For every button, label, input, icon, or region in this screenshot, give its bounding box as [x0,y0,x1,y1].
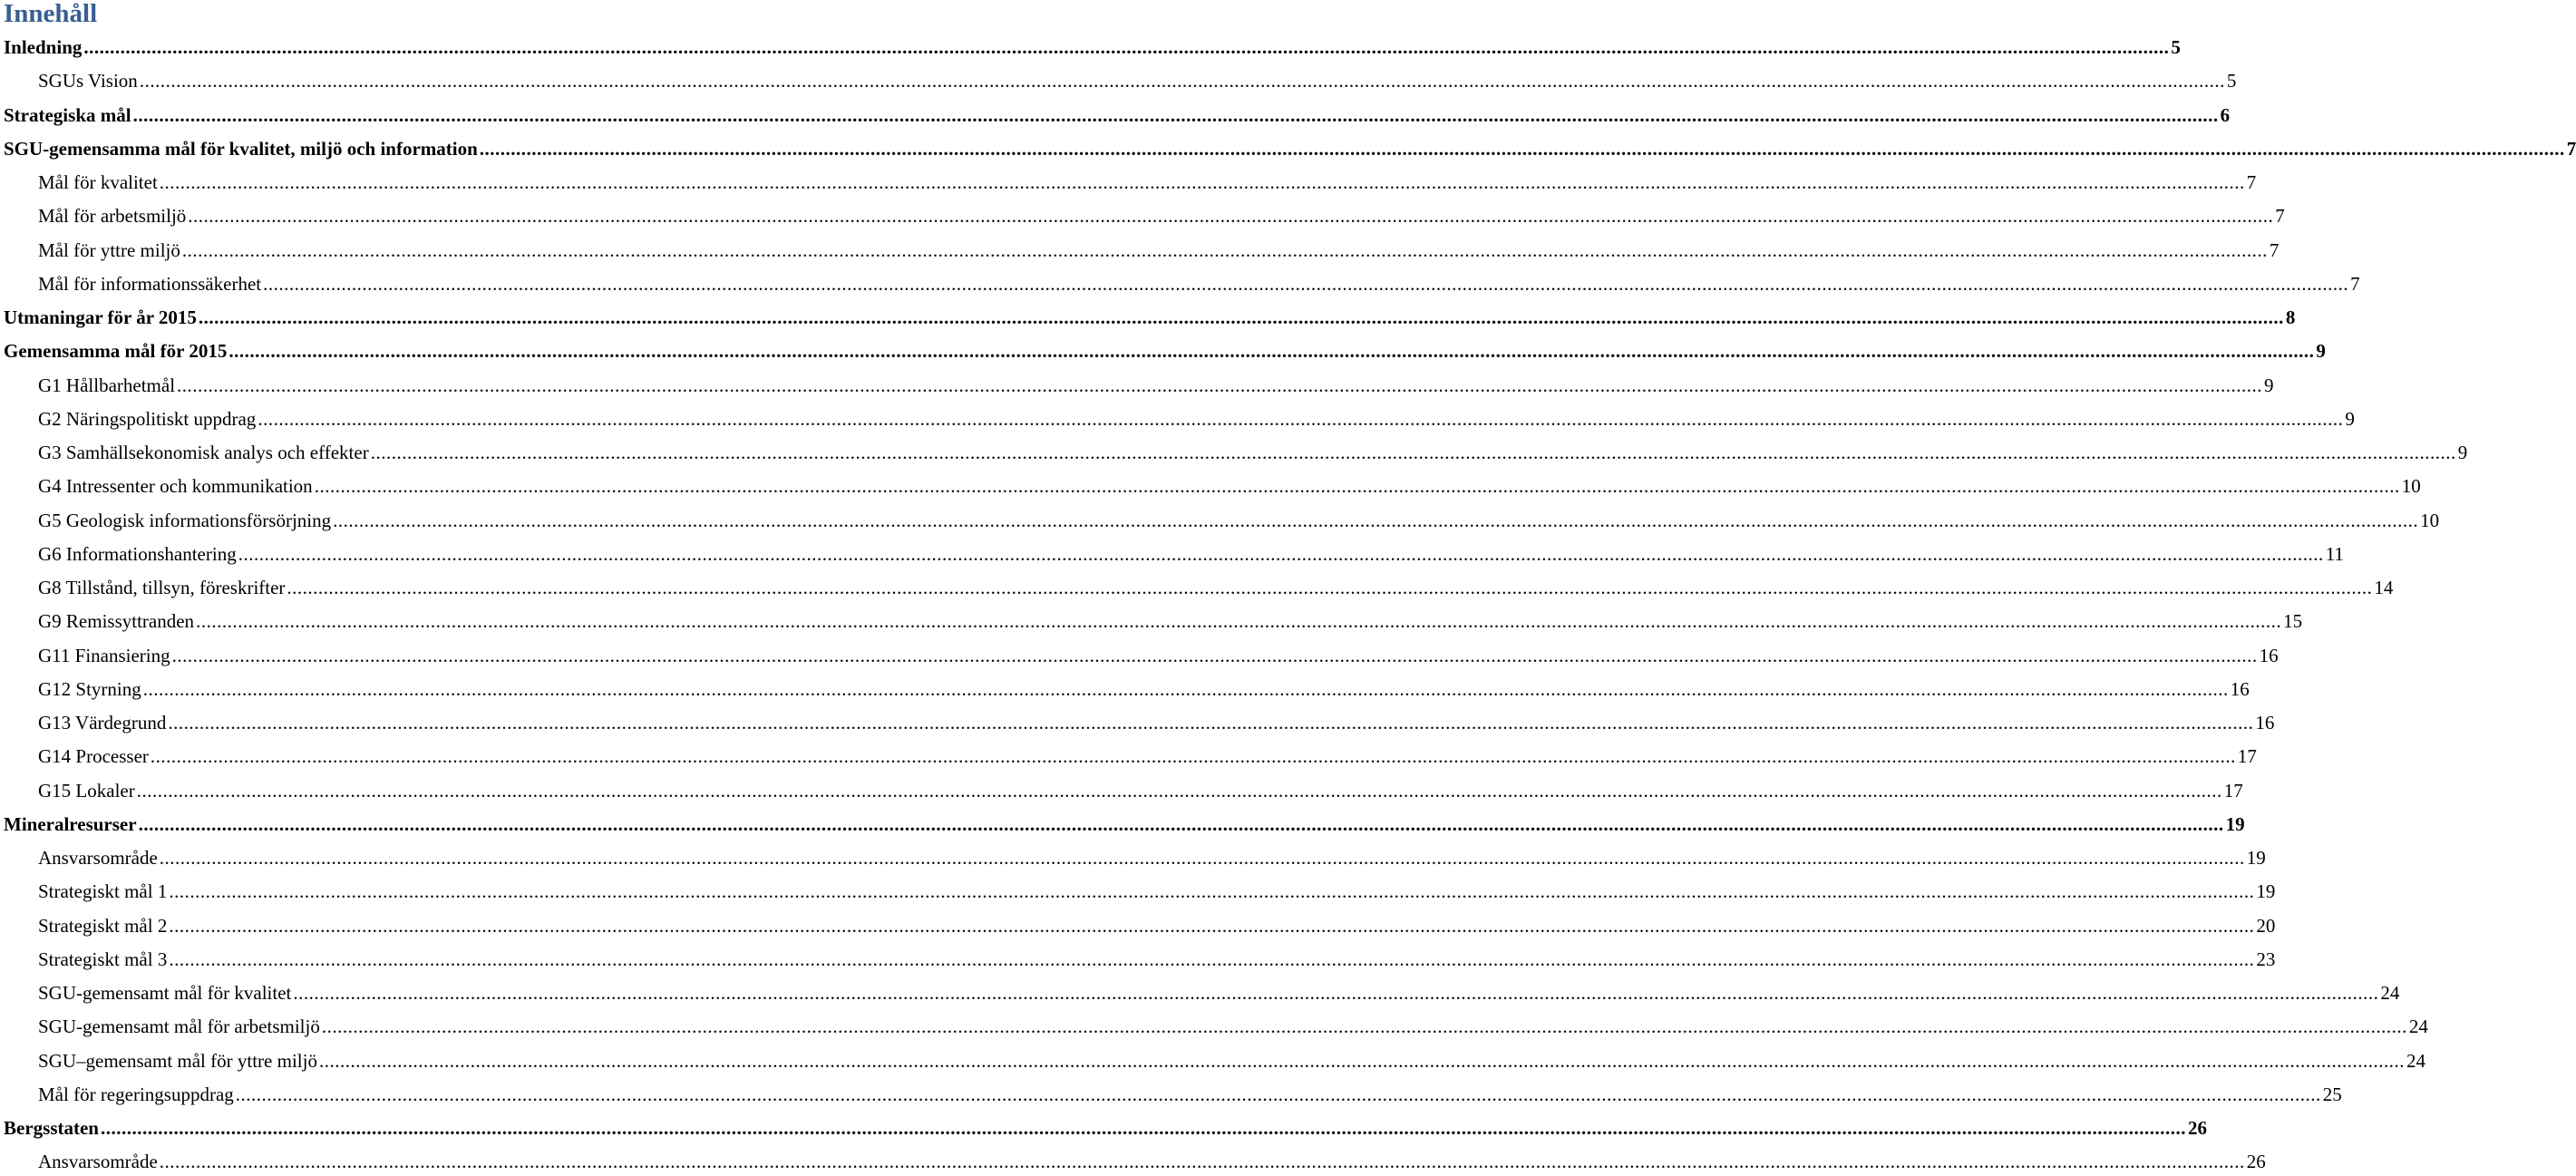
toc-entry-page-number: 6 [2220,103,2231,126]
toc-entry-page-number: 15 [2283,610,2303,633]
toc-entry[interactable] [38,265,2360,298]
dot-leader: ................................................................................................................................................................................................................................................................................................................................................................................................................ [228,340,2315,363]
toc-entry-page-number: 7 [2275,205,2285,228]
dot-leader: ................................................................................................................................................................................................................................................................................................................................................................................................................ [150,745,2236,768]
dot-leader: ................................................................................................................................................................................................................................................................................................................................................................................................................ [293,982,2379,1004]
toc-entry[interactable] [38,637,2279,670]
dot-leader: ................................................................................................................................................................................................................................................................................................................................................................................................................ [159,171,2245,193]
toc-entry-label: Mål för kvalitet [38,171,158,193]
toc-entry[interactable] [4,332,2326,365]
toc-entry[interactable] [38,1007,2428,1041]
dot-leader: ................................................................................................................................................................................................................................................................................................................................................................................................................ [321,1016,2407,1038]
toc-entry-page-number: 10 [2420,509,2440,531]
toc-entry-page-number: 5 [2226,70,2237,92]
dot-leader: ................................................................................................................................................................................................................................................................................................................................................................................................................ [169,880,2255,903]
toc-entry-label: G13 Värdegrund [38,712,167,734]
toc-entry-label: Mål för regeringsuppdrag [38,1083,234,1105]
toc-entry-label: Ansvarsområde [38,1151,158,1173]
toc-entry[interactable] [38,231,2280,265]
toc-entry-label: SGU-gemensamma mål för kvalitet, miljö och information [4,137,478,160]
toc-entry-label: Utmaningar för år 2015 [4,306,197,328]
toc-entry[interactable] [38,940,2276,974]
dot-leader: ................................................................................................................................................................................................................................................................................................................................................................................................................ [188,205,2274,228]
dot-leader: ................................................................................................................................................................................................................................................................................................................................................................................................................ [132,103,2219,126]
toc-entry-page-number: 19 [2256,880,2276,903]
toc-entry-label: Mineralresurser [4,812,137,835]
toc-entry-label: Bergsstaten [4,1117,99,1139]
toc-entry[interactable] [4,1109,2207,1142]
toc-entry[interactable] [38,974,2400,1007]
toc-entry[interactable] [38,366,2274,400]
toc-entry-label: Inledning [4,36,83,58]
toc-entry[interactable] [38,872,2276,906]
dot-leader: ................................................................................................................................................................................................................................................................................................................................................................................................................ [479,137,2565,160]
toc-entry-page-number: 5 [2171,36,2181,58]
toc-entry-page-number: 17 [2237,745,2257,768]
toc-entry[interactable] [38,1142,2266,1176]
dot-leader: ................................................................................................................................................................................................................................................................................................................................................................................................................ [142,677,2229,700]
toc-entry-label: Strategiska mål [4,103,131,126]
toc-entry[interactable] [38,602,2303,636]
toc-entry-label: G11 Finansiering [38,644,170,666]
toc-entry-label: G12 Styrning [38,677,141,700]
dot-leader: ................................................................................................................................................................................................................................................................................................................................................................................................................ [138,812,2224,835]
toc-entry-page-number: 16 [2259,644,2279,666]
toc-entry-page-number: 7 [2269,238,2280,261]
toc-entry-page-number: 24 [2380,982,2400,1004]
dot-leader: ................................................................................................................................................................................................................................................................................................................................................................................................................ [198,306,2284,328]
toc-entry[interactable] [38,433,2468,467]
toc-entry[interactable] [38,569,2394,602]
toc-entry[interactable] [4,96,2231,130]
toc-entry[interactable] [38,197,2285,230]
toc-entry-page-number: 16 [2230,677,2250,700]
dot-leader: ................................................................................................................................................................................................................................................................................................................................................................................................................ [159,847,2245,869]
toc-entry-label: Mål för informationssäkerhet [38,272,262,295]
toc-entry-page-number: 24 [2406,1049,2425,1072]
dot-leader: ................................................................................................................................................................................................................................................................................................................................................................................................................ [169,948,2255,970]
dot-leader: ................................................................................................................................................................................................................................................................................................................................................................................................................ [370,442,2456,463]
toc-entry-label: SGU–gemensamt mål för yttre miljö [38,1049,317,1072]
dot-leader: ................................................................................................................................................................................................................................................................................................................................................................................................................ [196,610,2282,633]
toc-entry[interactable] [38,670,2250,704]
toc-entry-label: SGU-gemensamt mål för arbetsmiljö [38,1016,320,1038]
toc-entry-page-number: 17 [2223,779,2243,802]
toc-entry[interactable] [38,839,2266,872]
dot-leader: ................................................................................................................................................................................................................................................................................................................................................................................................................ [333,509,2419,531]
dot-leader: ................................................................................................................................................................................................................................................................................................................................................................................................................ [287,577,2373,598]
toc-entry-page-number: 26 [2246,1151,2266,1173]
toc-entry[interactable] [4,130,2576,163]
toc-entry-page-number: 9 [2316,340,2326,363]
toc-entry-page-number: 16 [2255,712,2275,734]
dot-leader: ................................................................................................................................................................................................................................................................................................................................................................................................................ [314,475,2400,498]
toc-entry-page-number: 19 [2225,812,2245,835]
toc-entry[interactable] [38,772,2243,805]
dot-leader: ................................................................................................................................................................................................................................................................................................................................................................................................................ [177,374,2263,396]
toc-entry-label: G9 Remissyttranden [38,610,195,633]
toc-entry-label: Mål för arbetsmiljö [38,205,187,228]
toc-entry[interactable] [4,28,2181,62]
dot-leader: ................................................................................................................................................................................................................................................................................................................................................................................................................ [136,779,2222,802]
toc-entry-page-number: 8 [2285,306,2296,328]
dot-leader: ................................................................................................................................................................................................................................................................................................................................................................................................................ [263,272,2349,295]
dot-leader: ................................................................................................................................................................................................................................................................................................................................................................................................................ [235,1083,2321,1105]
dot-leader: ................................................................................................................................................................................................................................................................................................................................................................................................................ [159,1151,2245,1173]
toc-entry-label: G15 Lokaler [38,779,135,802]
toc-entry-page-number: 25 [2322,1083,2342,1105]
toc-entry-page-number: 11 [2325,542,2344,565]
toc-entry-page-number: 10 [2401,475,2421,498]
dot-leader: ................................................................................................................................................................................................................................................................................................................................................................................................................ [238,542,2324,565]
toc-entry-label: G5 Geologisk informationsförsörjning [38,509,332,531]
dot-leader: ................................................................................................................................................................................................................................................................................................................................................................................................................ [171,644,2258,666]
toc-entry[interactable] [38,535,2344,569]
dot-leader: ................................................................................................................................................................................................................................................................................................................................................................................................................ [169,914,2255,937]
toc-entry-page-number: 26 [2187,1117,2207,1139]
dot-leader: ................................................................................................................................................................................................................................................................................................................................................................................................................ [318,1049,2405,1072]
toc-entry-label: G2 Näringspolitiskt uppdrag [38,407,257,430]
toc-entry[interactable] [38,400,2355,433]
toc-entry-page-number: 7 [2566,137,2576,160]
toc-entry-page-number: 23 [2256,948,2276,970]
toc-entry-label: Strategiskt mål 2 [38,914,168,937]
toc-entry-label: G14 Processer [38,745,149,768]
toc-entry-label: Strategiskt mål 3 [38,948,168,970]
toc-entry-page-number: 7 [2350,272,2360,295]
dot-leader: ................................................................................................................................................................................................................................................................................................................................................................................................................ [139,70,2225,92]
toc-entry[interactable] [38,62,2237,95]
toc-entry-page-number: 19 [2246,847,2266,869]
toc-entry-page-number: 9 [2264,374,2274,396]
toc-entry-label: SGU-gemensamt mål för kvalitet [38,982,292,1004]
toc-entry-label: G3 Samhällsekonomisk analys och effekter [38,442,369,463]
dot-leader: ................................................................................................................................................................................................................................................................................................................................................................................................................ [83,36,2170,58]
toc-entry-label: Mål för yttre miljö [38,238,180,261]
toc-entry[interactable] [38,501,2440,535]
toc-entry[interactable] [38,1075,2342,1109]
toc-entry[interactable] [38,163,2257,197]
toc-entry-label: SGUs Vision [38,70,138,92]
toc-entry-page-number: 14 [2374,577,2394,598]
toc-entry[interactable] [38,1042,2425,1075]
toc-entry[interactable] [38,907,2276,940]
toc-entry-page-number: 24 [2408,1016,2428,1038]
toc-entry-label: Gemensamma mål för 2015 [4,340,228,363]
toc-entry[interactable] [38,704,2275,737]
dot-leader: ................................................................................................................................................................................................................................................................................................................................................................................................................ [181,238,2268,261]
toc-entry-label: G4 Intressenter och kommunikation [38,475,313,498]
dot-leader: ................................................................................................................................................................................................................................................................................................................................................................................................................ [258,407,2344,430]
toc-entry-label: G6 Informationshantering [38,542,237,565]
toc-entry-page-number: 9 [2345,407,2355,430]
toc-entry-page-number: 7 [2246,171,2257,193]
toc-entry-label: Strategiskt mål 1 [38,880,168,903]
toc-entry-label: G8 Tillstånd, tillsyn, föreskrifter [38,577,286,598]
toc-entry-page-number: 9 [2457,442,2468,463]
toc-entry-label: Ansvarsområde [38,847,158,869]
toc-entry-page-number: 20 [2256,914,2276,937]
toc-heading: Innehåll [4,0,98,28]
toc-entry-label: G1 Hållbarhetmål [38,374,176,396]
toc-entry[interactable] [4,298,2296,332]
toc-entry[interactable] [4,805,2245,839]
dot-leader: ................................................................................................................................................................................................................................................................................................................................................................................................................ [168,712,2254,734]
toc-entry[interactable] [38,467,2421,501]
toc-entry[interactable] [38,737,2257,771]
dot-leader: ................................................................................................................................................................................................................................................................................................................................................................................................................ [100,1117,2186,1139]
